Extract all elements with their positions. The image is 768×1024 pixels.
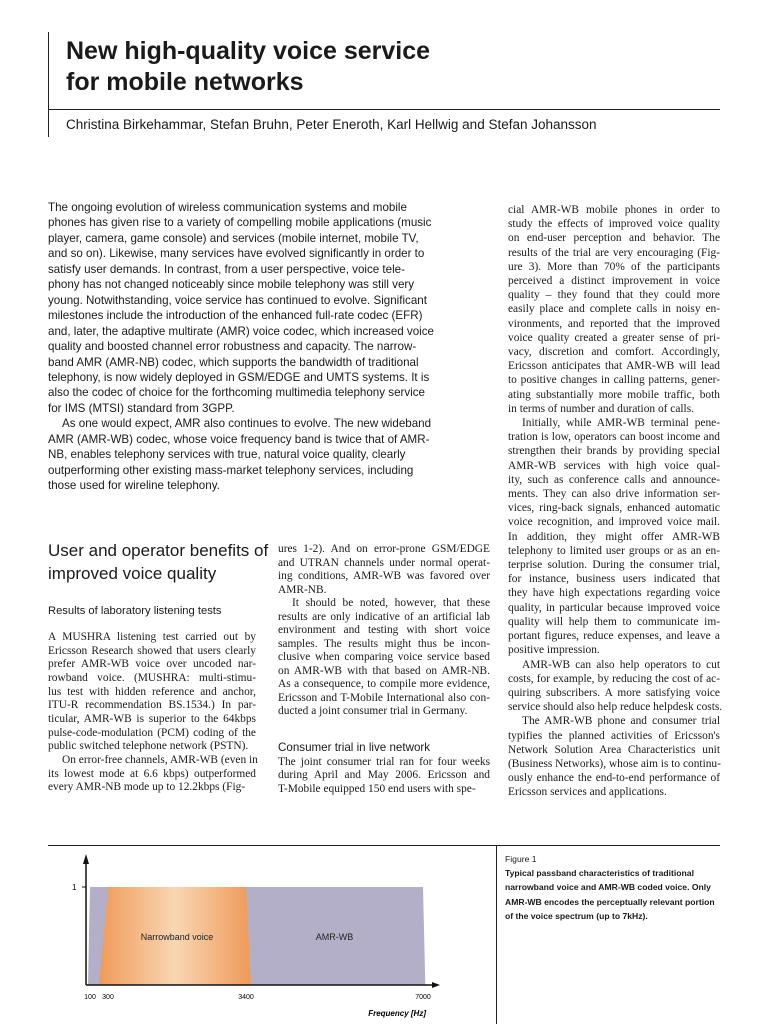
text-line: positive impression.: [508, 644, 600, 657]
x-tick-label: 100: [84, 994, 96, 1001]
text-line: On error-free channels, AMR-WB (even in: [62, 753, 258, 766]
title-divider: [48, 109, 720, 110]
text-line: quality – they found that they could more: [508, 289, 720, 302]
column-1: [48, 631, 256, 795]
text-line: lus test with hidden reference and anchor,: [48, 685, 256, 698]
text-line: public switched telephone network (PSTN).: [48, 740, 249, 753]
title-accent-bar: [48, 32, 49, 137]
text-line: vices, ring-back signals, enhanced automatic: [508, 502, 720, 515]
text-line: strengthen their brands by providing special: [508, 445, 720, 458]
text-line: they have high expectations regarding voice: [508, 587, 720, 600]
text-line: telephony to limited user groups or as an en-: [508, 544, 720, 557]
text-line: prefer AMR-WB voice over uncoded nar-: [48, 658, 256, 671]
text-line: Ericsson services and applications.: [508, 786, 667, 799]
text-line: ating substantially more mobile traffic, both: [508, 388, 720, 401]
text-line: on end-user perception and behavior. The: [508, 232, 720, 245]
text-line: quality will help them to communicate im-: [508, 615, 720, 628]
text-line: terprise solution. During the consumer trial,: [508, 559, 720, 572]
text-line: Initially, while AMR-WB terminal pene-: [522, 417, 720, 430]
text-line: ducted a joint consumer trial in Germany.: [278, 705, 468, 717]
text-line: study the effects of improved voice quality: [508, 218, 720, 231]
text-line: to positive changes in calling patterns, gener-: [508, 374, 720, 387]
x-axis-label: Frequency [Hz]: [368, 1009, 426, 1018]
x-tick-label: 300: [102, 994, 114, 1001]
text-line: outperforming other existing mass-market telephony services, including: [48, 463, 414, 477]
text-line: vacy, discretion and comfort. Accordingly,: [508, 346, 720, 359]
text-line: Ericsson anticipates that AMR-WB will lead: [508, 360, 720, 373]
text-line: its lowest mode at 6.6 kbps) outperformed: [48, 767, 256, 780]
section-heading: User and operator benefits of improved voice quality: [48, 541, 269, 583]
text-line: ticular, AMR-WB is superior to the 64kbps: [48, 712, 256, 725]
text-line: ously enhance the end-to-end performance of: [508, 772, 720, 785]
text-line: clusive when comparing voice service based: [278, 651, 490, 663]
text-line: A MUSHRA listening test carried out by: [48, 631, 256, 643]
article-title: [66, 36, 706, 98]
text-line: Ericsson and T-Mobile International also con-: [278, 691, 490, 704]
subheading-lab-tests: Results of laboratory listening tests: [48, 605, 222, 617]
subheading-consumer-trial: Consumer trial in live network: [278, 741, 431, 754]
title-line: for mobile networks: [66, 68, 304, 96]
text-line: on AMR-WB with that based on AMR-NB.: [278, 664, 490, 677]
text-line: results are only indicative of an artificial lab: [278, 610, 490, 623]
text-line: phony has not changed noticeably since mobile telephony was still very: [48, 278, 415, 292]
series-label: Narrowband voice: [140, 932, 214, 942]
text-line: and so on). Likewise, many services have evolved significantly in order to: [48, 247, 425, 261]
text-line: and UTRAN channels under normal operat-: [278, 556, 490, 569]
text-line: pulse-code-modulation (PCM) coding of the: [48, 726, 256, 739]
text-line: in terms of number and duration of calls.: [508, 402, 694, 415]
text-line: results of the trial are very encouraging (Fig-: [508, 246, 720, 259]
text-line: voice quality created a greater sense of pri-: [508, 331, 720, 344]
text-line: ity, such as conference calls and announce-: [508, 473, 720, 486]
text-line: ITU-R recommendation BS.1534.) In par-: [48, 699, 256, 712]
title-line: New high-quality voice service: [66, 37, 431, 65]
text-line: NB, enables telephony services with true, natural voice quality, clearly: [48, 448, 406, 462]
text-line: voice recognition, and improved voice mail.: [508, 516, 720, 529]
text-line: AMR (AMR-WB) codec, whose voice frequency band is twice that of AMR-: [48, 432, 430, 446]
text-line: quiring subscribers. A more satisfying voice: [508, 686, 720, 699]
text-line: The ongoing evolution of wireless communication systems and mobile: [48, 201, 407, 214]
column-3: [508, 203, 723, 800]
text-line: those used for wireline telephony.: [48, 479, 220, 493]
text-line: player, camera, game console) and services (mobile internet, mobile TV,: [48, 231, 419, 245]
text-line: Ericsson Research showed that users clearly: [48, 644, 256, 657]
text-line: vironments, and reported that the improved: [508, 317, 720, 330]
text-line: samples. The results might thus be incon-: [278, 637, 490, 650]
text-line: It should be noted, however, that these: [292, 597, 490, 609]
column-2-bottom: [278, 756, 490, 797]
text-line: every AMR-NB mode up to 12.2kbps (Fig-: [48, 781, 246, 794]
y-tick-label: 1: [72, 883, 77, 892]
text-line: for instance, business users indicated that: [508, 573, 720, 586]
text-line: perceived a distinct improvement in voice: [508, 275, 720, 288]
text-line: band AMR (AMR-NB) codec, which supports the bandwidth of traditional: [48, 355, 419, 369]
text-line: The joint consumer trial ran for four weeks: [278, 755, 490, 768]
text-line: costs, for example, by reducing the cost of ac-: [508, 672, 720, 685]
text-line: and, later, the adaptive multirate (AMR) voice codec, which increased voice: [48, 324, 435, 338]
text-line: environment and testing with short voice: [278, 624, 490, 636]
text-line: milestones include the introduction of the enhanced full-rate codec (EFR): [48, 309, 423, 323]
figure-caption-text: Typical passband characteristics of traditional narrowband voice and AMR-WB coded voice. Only AMR-WB encodes the perceptually relevant portion of the voice spectrum (up to 7kHz).: [505, 868, 715, 921]
figure-caption-divider: [496, 845, 497, 1024]
text-line: T-Mobile equipped 150 end users with spe-: [278, 782, 476, 795]
text-line: satisfy user demands. In contrast, from a user perspective, voice tele-: [48, 262, 405, 276]
text-line: As a consequence, to compile more evidence,: [278, 678, 490, 690]
figure-caption: [505, 852, 723, 923]
authors: Christina Birkehammar, Stefan Bruhn, Peter Eneroth, Karl Hellwig and Stefan Johansson: [66, 117, 597, 132]
x-tick-label: 7000: [415, 994, 431, 1001]
text-line: AMR-NB.: [278, 583, 327, 596]
text-line: As one would expect, AMR also continues to evolve. The new wideband: [62, 417, 432, 431]
series-label: AMR-WB: [315, 932, 354, 942]
text-line: service should also help reduce helpdesk costs.: [508, 701, 723, 714]
x-tick-label: 3400: [238, 994, 254, 1001]
text-line: telephony, is now widely deployed in GSM/EDGE and UMTS systems. It is: [48, 370, 430, 384]
text-line: In addition, they might offer AMR-WB: [508, 530, 720, 543]
text-line: also the codec of choice for the forthcoming multimedia telephony service: [48, 386, 425, 400]
intro-text: [48, 200, 498, 494]
text-line: AMR-WB services with high voice qual-: [508, 459, 720, 472]
text-line: young. Notwithstanding, voice service has continued to evolve. Significant: [48, 293, 427, 307]
column-2: [278, 543, 490, 796]
text-line: during April and May 2006. Ericsson and: [278, 769, 490, 781]
text-line: rowband voice. (MUSHRA: multi-stimu-: [48, 671, 256, 684]
text-line: (Business Networks), whose aim is to continu-: [508, 757, 721, 770]
text-line: quality and boosted channel error robustness and capacity. The narrow-: [48, 340, 417, 354]
text-line: portant figures, reduce expenses, and leave a: [508, 630, 720, 643]
text-line: ures 1-2). And on error-prone GSM/EDGE: [278, 543, 490, 555]
text-line: tration is low, operators can boost income and: [508, 431, 720, 444]
text-line: cial AMR-WB mobile phones in order to: [508, 204, 720, 216]
text-line: AMR-WB can also help operators to cut: [522, 658, 720, 671]
figure-label: Figure 1: [505, 854, 537, 864]
text-line: ing conditions, AMR-WB was favored over: [278, 570, 490, 582]
text-line: easily place and complete calls in noisy en-: [508, 303, 720, 316]
text-line: phones has given rise to a variety of compelling mobile applications (music: [48, 216, 432, 230]
text-line: ure 3). More than 70% of the participants: [508, 260, 720, 273]
y-axis-arrow-icon: [83, 854, 89, 864]
text-line: for IMS (MTSI) standard from 3GPP.: [48, 401, 235, 415]
text-line: typifies the planned activities of Ericsson's: [508, 729, 720, 742]
text-line: The AMR-WB phone and consumer trial: [522, 715, 720, 728]
passband-chart: [48, 846, 488, 1024]
column-2-top: [278, 543, 490, 719]
text-line: ments. They can also drive information ser-: [508, 488, 720, 501]
text-line: quality, in particular because improved voice: [508, 601, 720, 614]
x-axis-arrow-icon: [432, 982, 440, 988]
text-line: Network Solution Area Characteristics unit: [508, 743, 720, 756]
